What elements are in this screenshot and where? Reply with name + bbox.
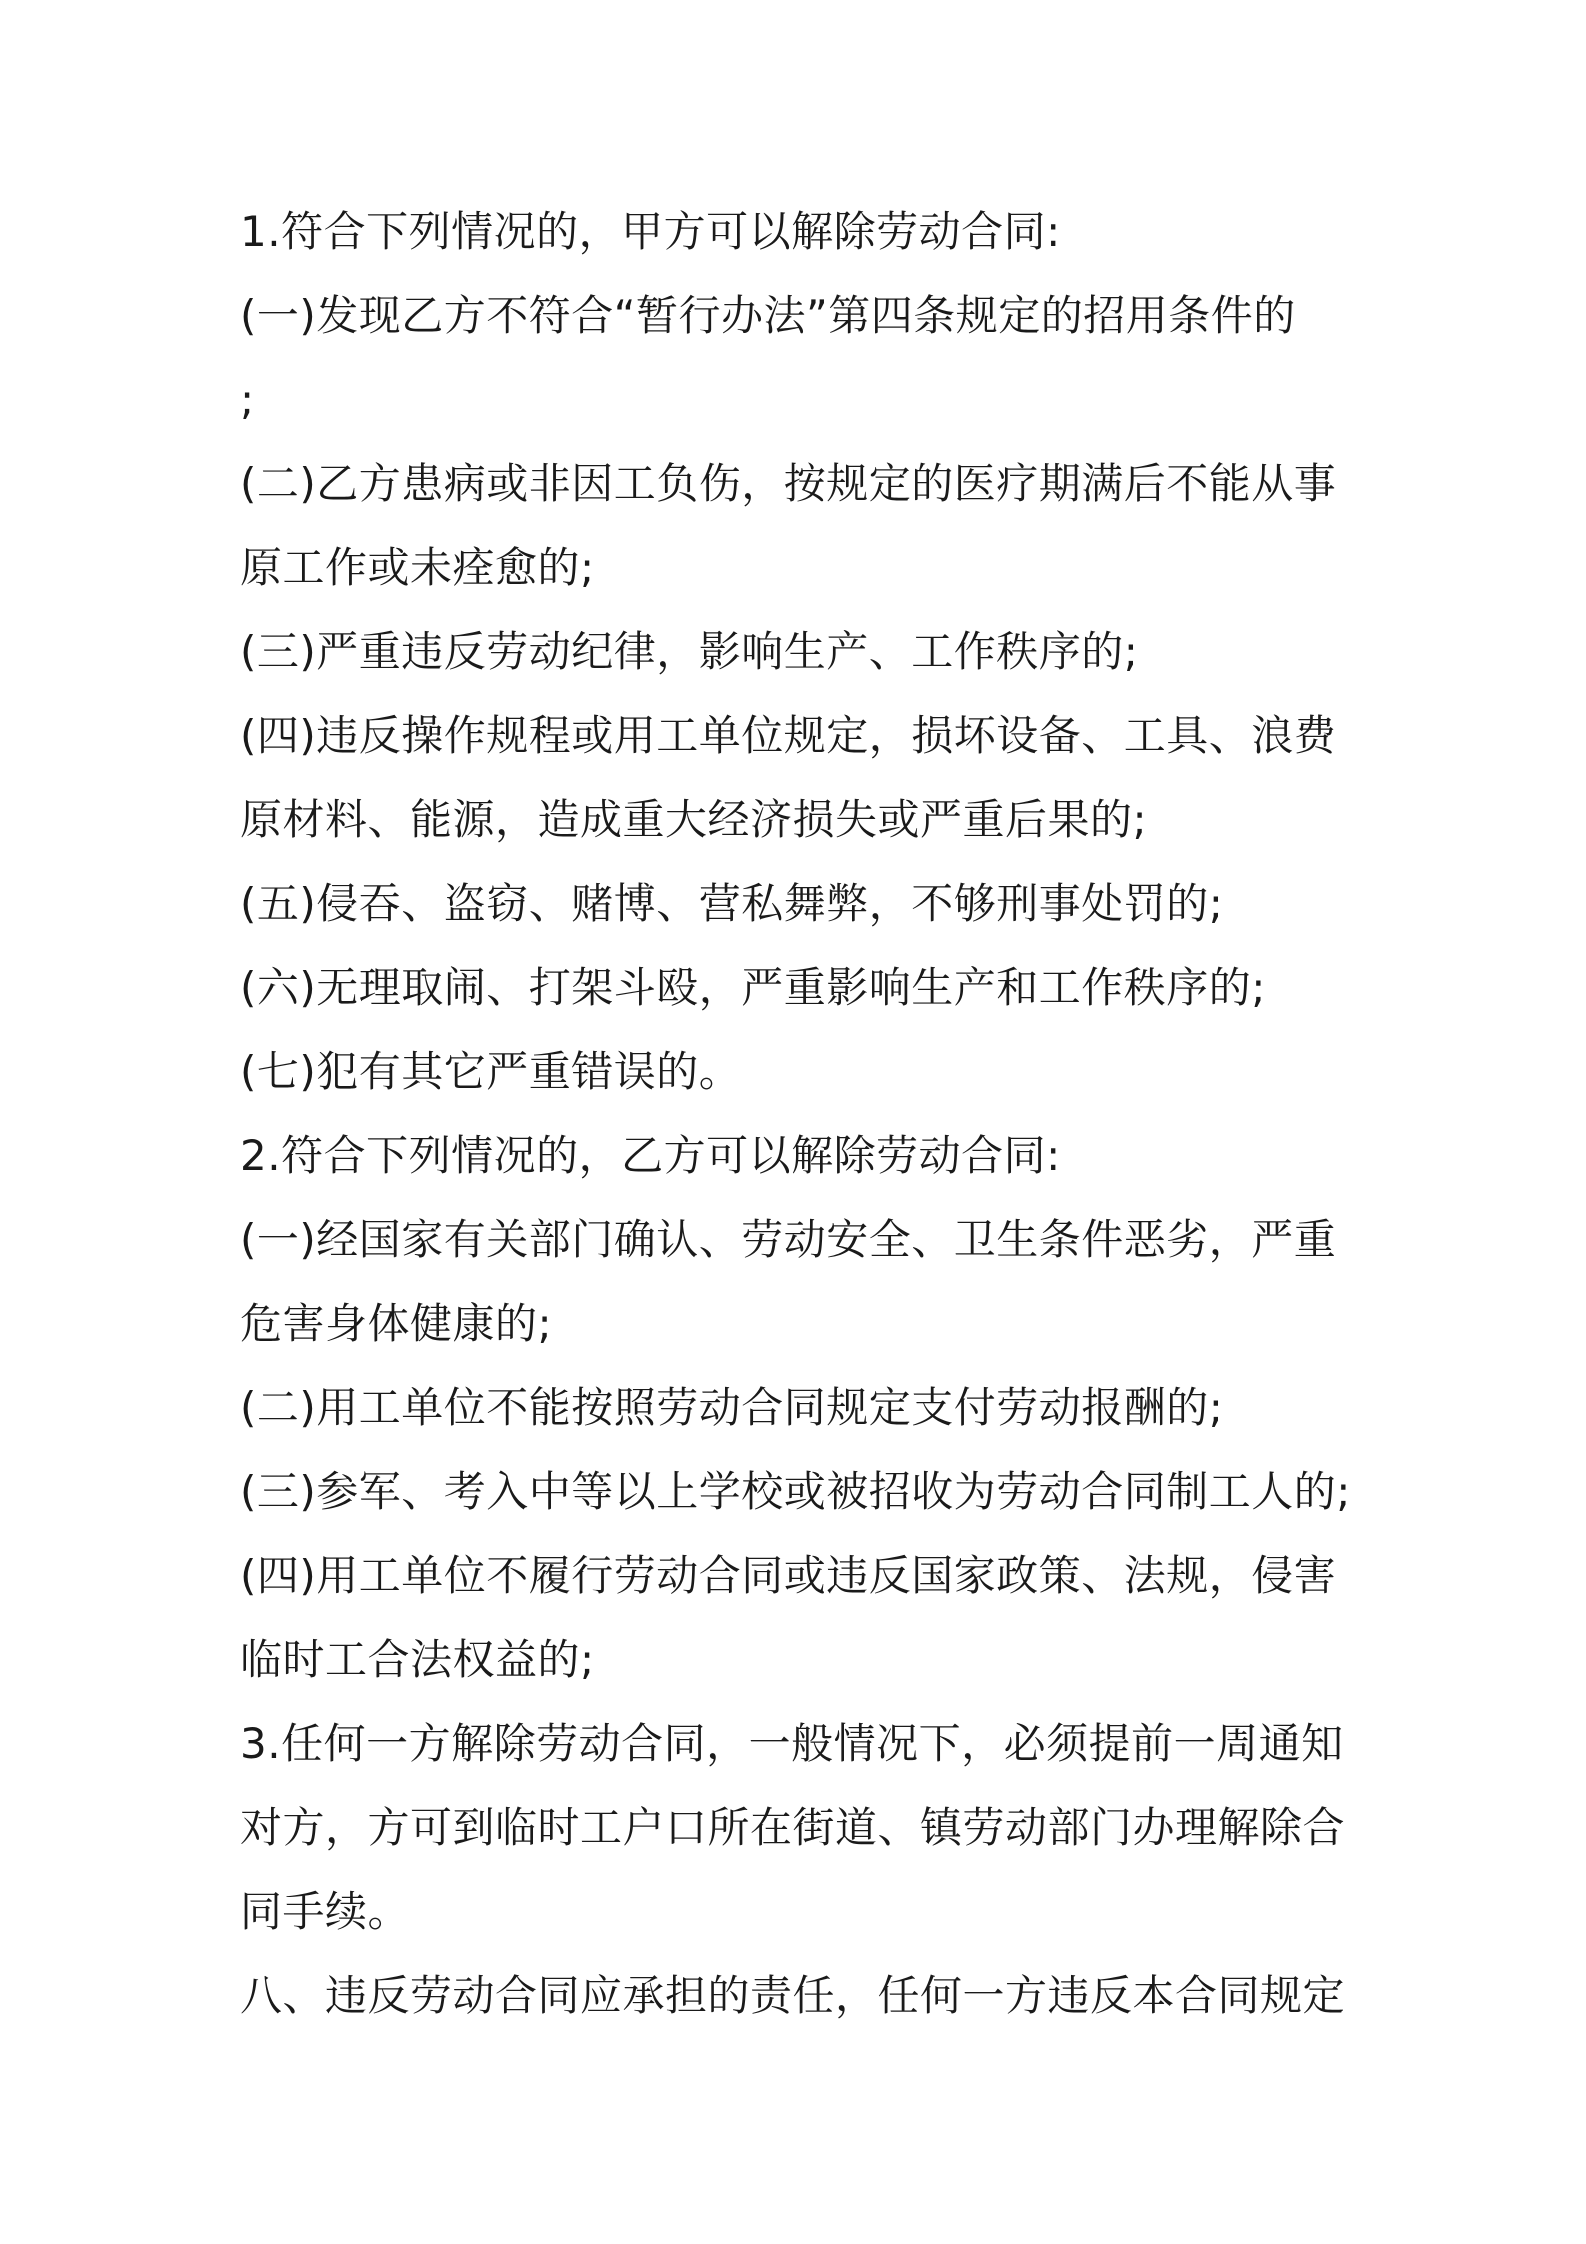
text-line: 对方，方可到临时工户口所在街道、镇劳动部门办理解除合 [240,1803,1346,1852]
text-line: (四)用工单位不履行劳动合同或违反国家政策、法规，侵害 [240,1551,1337,1600]
text-line: 1.符合下列情况的，甲方可以解除劳动合同: [240,207,1061,256]
text-line: (四)违反操作规程或用工单位规定，损坏设备、工具、浪费 [240,711,1337,760]
text-line: (一)经国家有关部门确认、劳动安全、卫生条件恶劣，严重 [240,1215,1337,1264]
document-body [240,190,1360,2038]
text-line: (三)严重违反劳动纪律，影响生产、工作秩序的; [240,627,1139,676]
text-line: (七)犯有其它严重错误的。 [240,1047,742,1096]
text-line: 同手续。 [240,1887,411,1936]
text-line: 原工作或未痊愈的; [240,543,595,592]
text-line: (一)发现乙方不符合“暂行办法”第四条规定的招用条件的 [240,291,1296,340]
text-line: 八、违反劳动合同应承担的责任，任何一方违反本合同规定 [240,1971,1346,2020]
text-line: (六)无理取闹、打架斗殴，严重影响生产和工作秩序的; [240,963,1266,1012]
text-line: 危害身体健康的; [240,1299,553,1348]
text-line: (五)侵吞、盗窃、赌博、营私舞弊，不够刑事处罚的; [240,879,1224,928]
text-line: 临时工合法权益的; [240,1635,595,1684]
text-line: (二)用工单位不能按照劳动合同规定支付劳动报酬的; [240,1383,1224,1432]
text-line: 2.符合下列情况的，乙方可以解除劳动合同: [240,1131,1061,1180]
text-line: 3.任何一方解除劳动合同，一般情况下，必须提前一周通知 [240,1719,1344,1768]
text-line: (三)参军、考入中等以上学校或被招收为劳动合同制工人的; [240,1467,1351,1516]
text-line: (二)乙方患病或非因工负伤，按规定的医疗期满后不能从事 [240,459,1337,508]
text-line: ; [240,375,255,424]
text-line: 原材料、能源，造成重大经济损失或严重后果的; [240,795,1148,844]
